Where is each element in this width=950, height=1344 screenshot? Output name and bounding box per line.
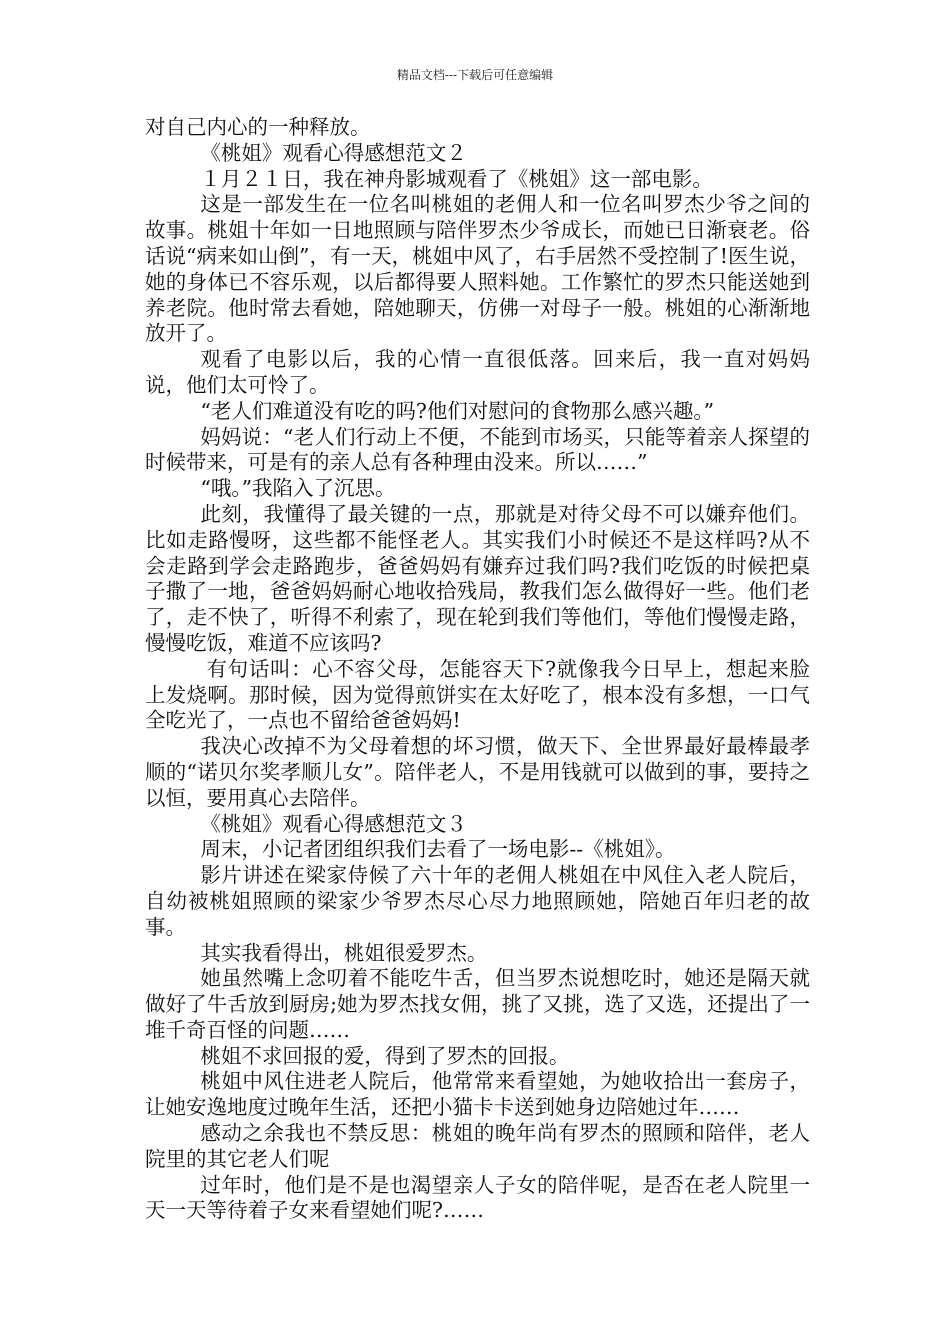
- paragraph: 妈妈说：“老人们行动上不便，不能到市场买，只能等着亲人探望的 时候带来，可是有的亲人总有各种理由没来。所以……”: [145, 424, 810, 475]
- paragraph: 这是一部发生在一位名叫桃姐的老佣人和一位名叫罗杰少爷之间的故事。桃姐十年如一日地照顾与陪伴罗杰少爷成长，而她已日渐衰老。俗话说“病来如山倒”，有一天，桃姐中风了，右手居然不受控制了!医生说，她的身体已不容乐观，以后都得要人照料她。工作繁忙的罗杰只能送她到养老院。他时常去看她，陪她聊天，仿佛一对母子一般。桃姐的心渐渐地放开了。: [145, 192, 810, 346]
- paragraph: 影片讲述在梁家侍候了六十年的老佣人桃姐在中风住入老人院后，自幼被桃姐照顾的梁家少爷罗杰尽心尽力地照顾她，陪她百年归老的故事。: [145, 863, 810, 939]
- paragraph: 有句话叫：心不容父母，怎能容天下?就像我今日早上，想起来脸上发烧啊。那时候，因为觉得煎饼实在太好吃了，根本没有多想，一口气全吃光了，一点也不留给爸爸妈妈!: [145, 656, 810, 733]
- paragraph: 桃姐不求回报的爱，得到了罗杰的回报。: [200, 1043, 570, 1068]
- paragraph: “哦。”我陷入了沉思。: [200, 476, 396, 501]
- paragraph: 此刻，我懂得了最关键的一点，那就是对待父母不可以嫌弃他们。比如走路慢呀，这些都不能怪老人。其实我们小时候还不是这样吗?从不会走路到学会走路跑步，爸爸妈妈有嫌弃过我们吗?我们吃饭的时候把桌子撒了一地，爸爸妈妈耐心地收拾残局，教我们怎么做得好一些。他们老了，走不快了，听得不利索了，现在轮到我们等他们，等他们慢慢走路，慢慢吃饭，难道不应该吗?: [145, 501, 810, 655]
- page-header: 精品文档---下载后可任意编辑: [396, 68, 554, 82]
- paragraph: 感动之余我也不禁反思：桃姐的晚年尚有罗杰的照顾和陪伴，老人院里的其它老人们呢: [145, 1121, 810, 1171]
- paragraph: 其实我看得出，桃姐很爱罗杰。: [200, 940, 488, 965]
- paragraph: １月２１日，我在神舟影城观看了《桃姐》这一部电影。: [200, 166, 713, 191]
- section-heading: 《桃姐》观看心得感想范文２: [200, 140, 467, 165]
- paragraph: 她虽然嘴上念叨着不能吃牛舌，但当罗杰说想吃时，她还是隔天就做好了牛舌放到厨房;她为罗杰找女佣，挑了又挑，选了又选，还提出了一堆千奇百怪的问题……: [145, 966, 810, 1042]
- section-heading: 《桃姐》观看心得感想范文３: [200, 811, 467, 836]
- paragraph: 观看了电影以后，我的心情一直很低落。回来后，我一直对妈妈说，他们太可怜了。: [145, 347, 810, 397]
- document-body: [145, 115, 810, 1224]
- paragraph: 我决心改掉不为父母着想的坏习惯，做天下、全世界最好最棒最孝顺的“诺贝尔奖孝顺儿女”。陪伴老人，不是用钱就可以做到的事，要持之以恒，要用真心去陪伴。: [145, 734, 810, 810]
- paragraph: “老人们难道没有吃的吗?他们对慰问的食物那么感兴趣。”: [200, 398, 715, 423]
- paragraph: 周末，小记者团组织我们去看了一场电影--《桃姐》。: [200, 837, 676, 862]
- paragraph: 对自己内心的一种释放。: [145, 115, 371, 139]
- paragraph: 过年时，他们是不是也渴望亲人子女的陪伴呢，是否在老人院里一天一天等待着子女来看望她们呢?……: [145, 1172, 810, 1223]
- paragraph: 桃姐中风住进老人院后，他常常来看望她，为她收拾出一套房子，让她安逸地度过晚年生活，还把小猫卡卡送到她身边陪她过年……: [145, 1069, 810, 1120]
